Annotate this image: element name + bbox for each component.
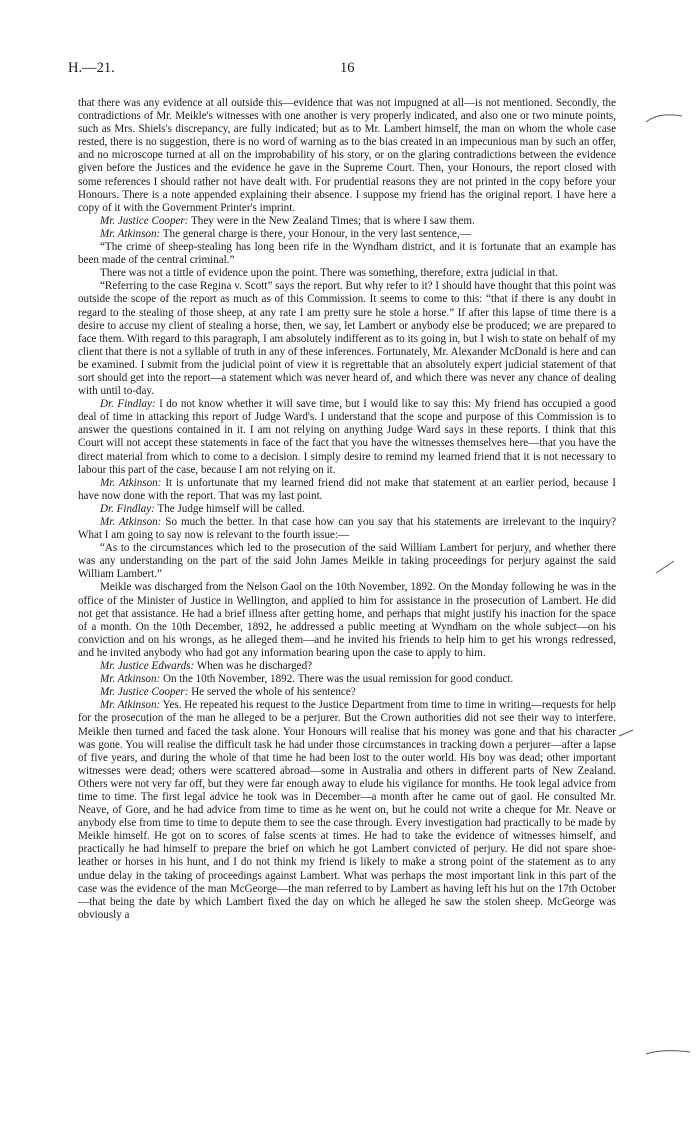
paragraph-text: There was not a tittle of evidence upon the point. There was something, therefore, extra judicial in that. bbox=[100, 267, 558, 280]
paragraph-text: On the 10th November, 1892. There was the usual remission for good conduct. bbox=[160, 673, 514, 686]
speaker-name: Mr. Atkinson: bbox=[100, 673, 161, 686]
speaker-name: Dr. Findlay: bbox=[100, 502, 155, 515]
paragraph bbox=[78, 686, 616, 699]
paragraph bbox=[78, 673, 616, 686]
body-text bbox=[78, 97, 616, 922]
paragraph-text: Yes. He repeated his request to the Justice Department from time to time in writing—requests for help for the prosecution of the man he alleged to be a perjurer. But the Crown authorities did not see their way to interfere. Meikle then turned and faced the task alone. Your Honours will realise that his money was gone and that his character was gone. You will realise the difficult task he had under those circumstances in tracking down a perjurer—after a lapse of five years, and during the whole of that time he had been lost to the outer world. His boy was dead; other important witnesses were dead; others were scattered abroad—some in Australia and others in different parts of New Zealand. Others were not very far off, but they were far enough away to elude his vigilance for months. He took legal advice from time to time. The first legal advice he took was in December—a month after he came out of gaol. He consulted Mr. Neave, of Gore, and he had advice from time to time as he went on, but he could not write a cheque for Mr. Neave or anybody else from time to time to depute them to see the case through. Every investigation had practically to be made by Meikle himself. He got on to scores of false scents at times. He had to take the evidence of witnesses himself, and practically he had himself to prepare the brief on which he got Lambert convicted of perjury. He did not spare shoe-leather or horses in his hunt, and I do not think my friend is likely to make a strong point of the statement as to any undue delay in the taking of proceedings against Lambert. What was perhaps the most important link in this part of the case was the evidence of the man McGeorge—the man referred to by Lambert as having left his hut on the 17th October—that being the date by which Lambert fixed the day on which he alleged he saw the stolen sheep. McGeorge was obviously a bbox=[78, 699, 616, 921]
speaker-name: Mr. Atkinson: bbox=[100, 227, 161, 240]
speaker-name: Mr. Justice Edwards: bbox=[100, 660, 195, 673]
paragraph-text: I do not know whether it will save time, but I would like to say this: My friend has occupied a good deal of time in attacking this report of Judge Ward's. I understand that the scope and purpose of this Commission is to answer the questions contained in it. I am not relying on anything Judge Ward says in these reports. I think that this Court will not accept these statements in face of the fact that you have the witnesses themselves here—that you have the direct material from which to come to a decision. I simply desire to remind my learned friend that it is not necessary to labour this part of the case, because I am not relying on it. bbox=[78, 398, 616, 476]
paragraph bbox=[78, 699, 616, 922]
paragraph bbox=[78, 516, 616, 542]
margin-pencil-mark bbox=[644, 1046, 692, 1058]
speaker-name: Dr. Findlay: bbox=[100, 398, 156, 411]
paragraph-text: “As to the circumstances which led to the prosecution of the said William Lambert for perjury, and whether there was any understanding on the part of the said John James Meikle in taking proceedings for perjury against the said William Lambert.” bbox=[78, 542, 616, 581]
paragraph bbox=[78, 241, 616, 267]
paragraph-text: “Referring to the case Regina v. Scott” says the report. But why refer to it? I should have thought that this point was outside the scope of the report as much as of this Commission. It seems to come to this: “that if there is any doubt in regard to the stealing of those sheep, at any rate I am pretty sure he stole a horse.” If after this lapse of time there is a desire to accuse my client of stealing a horse, then, we say, let Lambert or anybody else be produced; we are prepared to face them. With regard to this paragraph, I am absolutely indifferent as to its going in, but I wish to state on behalf of my client that there is not a syllable of truth in any of these inferences. Fortunately, Mr. Alexander McDonald is here and can be examined. I submit from the judicial point of view it is regrettable that an absolutely expert judicial statement of that sort should get into the report—a statement which was never heard of, and which there was never any chance of dealing with until to-day. bbox=[78, 280, 616, 398]
margin-pencil-mark bbox=[618, 728, 634, 738]
margin-pencil-mark bbox=[654, 559, 676, 575]
paragraph bbox=[78, 267, 616, 280]
paragraph-text: He served the whole of his sentence? bbox=[188, 686, 356, 699]
paragraph bbox=[78, 398, 616, 477]
paragraph bbox=[78, 215, 616, 228]
paragraph bbox=[78, 280, 616, 398]
page-header bbox=[68, 60, 633, 84]
speaker-name: Mr. Atkinson: bbox=[100, 516, 162, 528]
paragraph bbox=[78, 228, 616, 241]
paragraph-text: The general charge is there, your Honour, in the very last sentence,— bbox=[160, 227, 471, 240]
document-code: H.—21. bbox=[68, 60, 115, 76]
paragraph bbox=[78, 660, 616, 673]
page-number: 16 bbox=[340, 60, 355, 76]
paragraph bbox=[78, 542, 616, 581]
paragraph-text: that there was any evidence at all outside this—evidence that was not impugned at all—is not mentioned. Secondly, the contradictions of Mr. Meikle's witnesses with one another is very properly indicated, and also one or two minute points, such as Mrs. Shiels's discrepancy, are fully indicated; but as to Mr. Lambert himself, the man on whom the whole case rested, there is no suggestion, there is no word of warning as to the bias created in an impecunious man by such an offer, and no microscope turned at all on the improbability of his story, or on the glaring contradictions between the evidence given before the Justices and the evidence he gave in the Supreme Court. Then, your Honours, the report closed with some references I should rather not have dealt with. For prudential reasons they are not printed in the copy before your Honours. There is a note appended explaining their absence. I suppose my friend has the original report. I have here a copy of it with the Government Printer's imprint. bbox=[78, 97, 616, 214]
paragraph bbox=[78, 97, 616, 215]
paragraph-text: Meikle was discharged from the Nelson Gaol on the 10th November, 1892. On the Monday following he was in the office of the Minister of Justice in Wellington, and applied to him for assistance in the prosecution of Lambert. He did not get that assistance. He had a brief illness after getting home, and perhaps that might justify his inaction for the space of a month. On the 10th December, 1892, he addressed a public meeting at Wyndham on the whole subject—on his conviction and on his wrongs, as he alleged them—and he invited his friends to help him to get his wrongs redressed, and he invited anybody who had got any information bearing upon the case to apply to him. bbox=[78, 581, 616, 659]
margin-pencil-mark bbox=[644, 112, 684, 126]
paragraph-text: So much the better. In that case how can you say that his statements are irrelevant to the inquiry? What I am going to say now is relevant to the fourth issue:— bbox=[78, 516, 616, 542]
paragraph bbox=[78, 503, 616, 516]
paragraph-text: It is unfortunate that my learned friend did not make that statement at an earlier period, because I have now done with the report. That was my last point. bbox=[78, 476, 616, 502]
paragraph bbox=[78, 477, 616, 503]
paragraph-text: When was he discharged? bbox=[194, 660, 313, 673]
paragraph-text: They were in the New Zealand Times; that is where I saw them. bbox=[188, 214, 475, 227]
speaker-name: Mr. Atkinson: bbox=[100, 476, 162, 489]
speaker-name: Mr. Justice Cooper: bbox=[100, 214, 189, 227]
speaker-name: Mr. Justice Cooper: bbox=[100, 686, 189, 699]
paragraph-text: “The crime of sheep-stealing has long been rife in the Wyndham district, and it is fortunate that an example has been made of the central criminal.” bbox=[78, 241, 616, 267]
paragraph bbox=[78, 581, 616, 660]
speaker-name: Mr. Atkinson: bbox=[100, 699, 161, 712]
paragraph-text: The Judge himself will be called. bbox=[154, 502, 305, 515]
